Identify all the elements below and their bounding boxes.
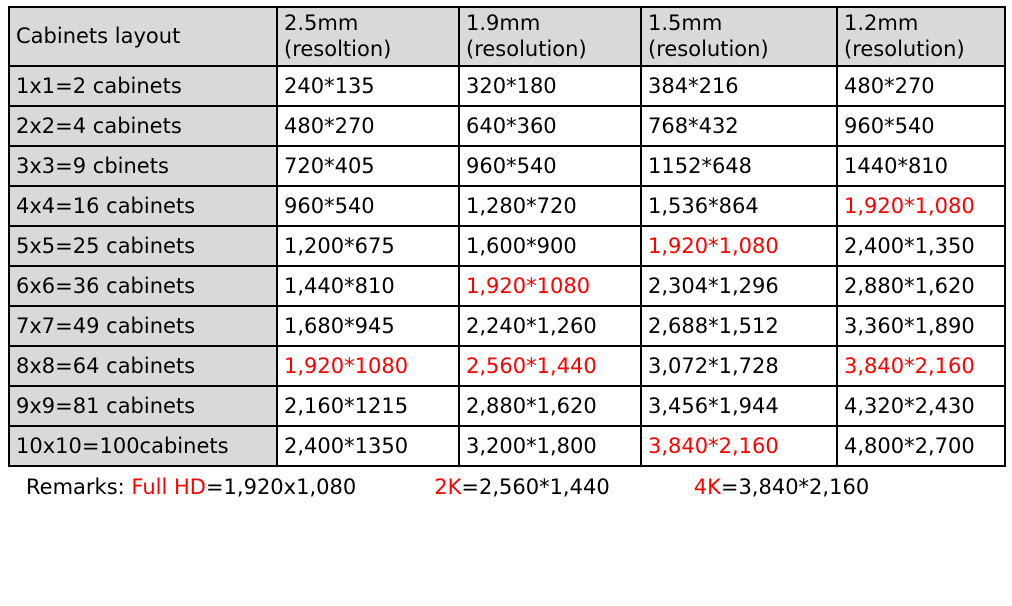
remarks-4k-value: =3,840*2,160	[720, 474, 870, 499]
row-label: 5x5=25 cabinets	[9, 226, 277, 266]
cell-value: 1,200*675	[277, 226, 459, 266]
cell-value: 2,160*1215	[277, 386, 459, 426]
remarks-2k-value: =2,560*1,440	[461, 474, 610, 499]
cell-value: 960*540	[277, 186, 459, 226]
cell-value: 320*180	[459, 66, 641, 106]
cell-value-highlighted: 1,920*1,080	[641, 226, 837, 266]
column-header-1-9mm-line2: (resolution)	[466, 37, 587, 62]
row-label: 9x9=81 cabinets	[9, 386, 277, 426]
column-header-2-5mm-line1: 2.5mm	[284, 11, 359, 35]
table-row	[9, 226, 1005, 266]
cell-value: 1440*810	[837, 146, 1005, 186]
remarks-2k-name: 2K	[434, 474, 462, 499]
cell-value: 4,320*2,430	[837, 386, 1005, 426]
cell-value: 960*540	[459, 146, 641, 186]
column-header-1-5mm-line1: 1.5mm	[648, 11, 723, 35]
table-row	[9, 426, 1005, 466]
remarks-prefix: Remarks:	[26, 474, 125, 499]
cell-value: 3,200*1,800	[459, 426, 641, 466]
header-row	[9, 7, 1005, 66]
cell-value: 768*432	[641, 106, 837, 146]
cell-value: 3,456*1,944	[641, 386, 837, 426]
cell-value: 1152*648	[641, 146, 837, 186]
cell-value: 2,240*1,260	[459, 306, 641, 346]
cell-value: 1,600*900	[459, 226, 641, 266]
column-header-1-2mm-line1: 1.2mm	[844, 11, 919, 35]
table-row	[9, 106, 1005, 146]
cell-value-highlighted: 3,840*2,160	[837, 346, 1005, 386]
column-header-1-5mm	[641, 7, 837, 66]
cell-value: 640*360	[459, 106, 641, 146]
column-header-1-2mm	[837, 7, 1005, 66]
row-label: 7x7=49 cabinets	[9, 306, 277, 346]
cell-value: 960*540	[837, 106, 1005, 146]
row-label: 3x3=9 cbinets	[9, 146, 277, 186]
column-header-1-9mm	[459, 7, 641, 66]
cell-value: 3,072*1,728	[641, 346, 837, 386]
column-header-2-5mm	[277, 7, 459, 66]
table-row	[9, 146, 1005, 186]
cell-value: 2,880*1,620	[459, 386, 641, 426]
column-header-layout	[9, 7, 277, 66]
table-row	[9, 346, 1005, 386]
table-row	[9, 266, 1005, 306]
cell-value-highlighted: 1,920*1080	[459, 266, 641, 306]
column-header-1-2mm-line2: (resolution)	[844, 37, 965, 62]
column-header-layout-line1: Cabinets layout	[16, 24, 181, 49]
remarks-row	[8, 475, 1004, 499]
cell-value: 2,688*1,512	[641, 306, 837, 346]
table-row	[9, 186, 1005, 226]
cell-value: 4,800*2,700	[837, 426, 1005, 466]
table-header	[9, 7, 1005, 66]
cell-value-highlighted: 3,840*2,160	[641, 426, 837, 466]
cell-value: 2,400*1350	[277, 426, 459, 466]
cell-value: 1,536*864	[641, 186, 837, 226]
cell-value-highlighted: 2,560*1,440	[459, 346, 641, 386]
column-header-2-5mm-line2: (resoltion)	[284, 37, 392, 62]
column-header-1-5mm-line2: (resolution)	[648, 37, 769, 62]
table-row	[9, 306, 1005, 346]
cell-value: 1,440*810	[277, 266, 459, 306]
cell-value: 480*270	[837, 66, 1005, 106]
table-row	[9, 386, 1005, 426]
table-row	[9, 66, 1005, 106]
cell-value: 3,360*1,890	[837, 306, 1005, 346]
cell-value: 2,880*1,620	[837, 266, 1005, 306]
row-label: 8x8=64 cabinets	[9, 346, 277, 386]
cell-value: 2,304*1,296	[641, 266, 837, 306]
remarks-4k-name: 4K	[693, 474, 721, 499]
cell-value-highlighted: 1,920*1,080	[837, 186, 1005, 226]
table-body	[9, 66, 1005, 466]
row-label: 2x2=4 cabinets	[9, 106, 277, 146]
cell-value: 480*270	[277, 106, 459, 146]
cell-value: 1,280*720	[459, 186, 641, 226]
cell-value: 240*135	[277, 66, 459, 106]
column-header-1-9mm-line1: 1.9mm	[466, 11, 541, 35]
remarks-fullhd-name: Full HD	[131, 474, 206, 499]
cell-value: 1,680*945	[277, 306, 459, 346]
row-label: 10x10=100cabinets	[9, 426, 277, 466]
row-label: 1x1=2 cabinets	[9, 66, 277, 106]
cell-value-highlighted: 1,920*1080	[277, 346, 459, 386]
row-label: 6x6=36 cabinets	[9, 266, 277, 306]
cell-value: 384*216	[641, 66, 837, 106]
row-label: 4x4=16 cabinets	[9, 186, 277, 226]
cell-value: 720*405	[277, 146, 459, 186]
cabinet-resolution-table	[8, 6, 1006, 467]
remarks-fullhd-value: =1,920x1,080	[205, 474, 357, 499]
cell-value: 2,400*1,350	[837, 226, 1005, 266]
